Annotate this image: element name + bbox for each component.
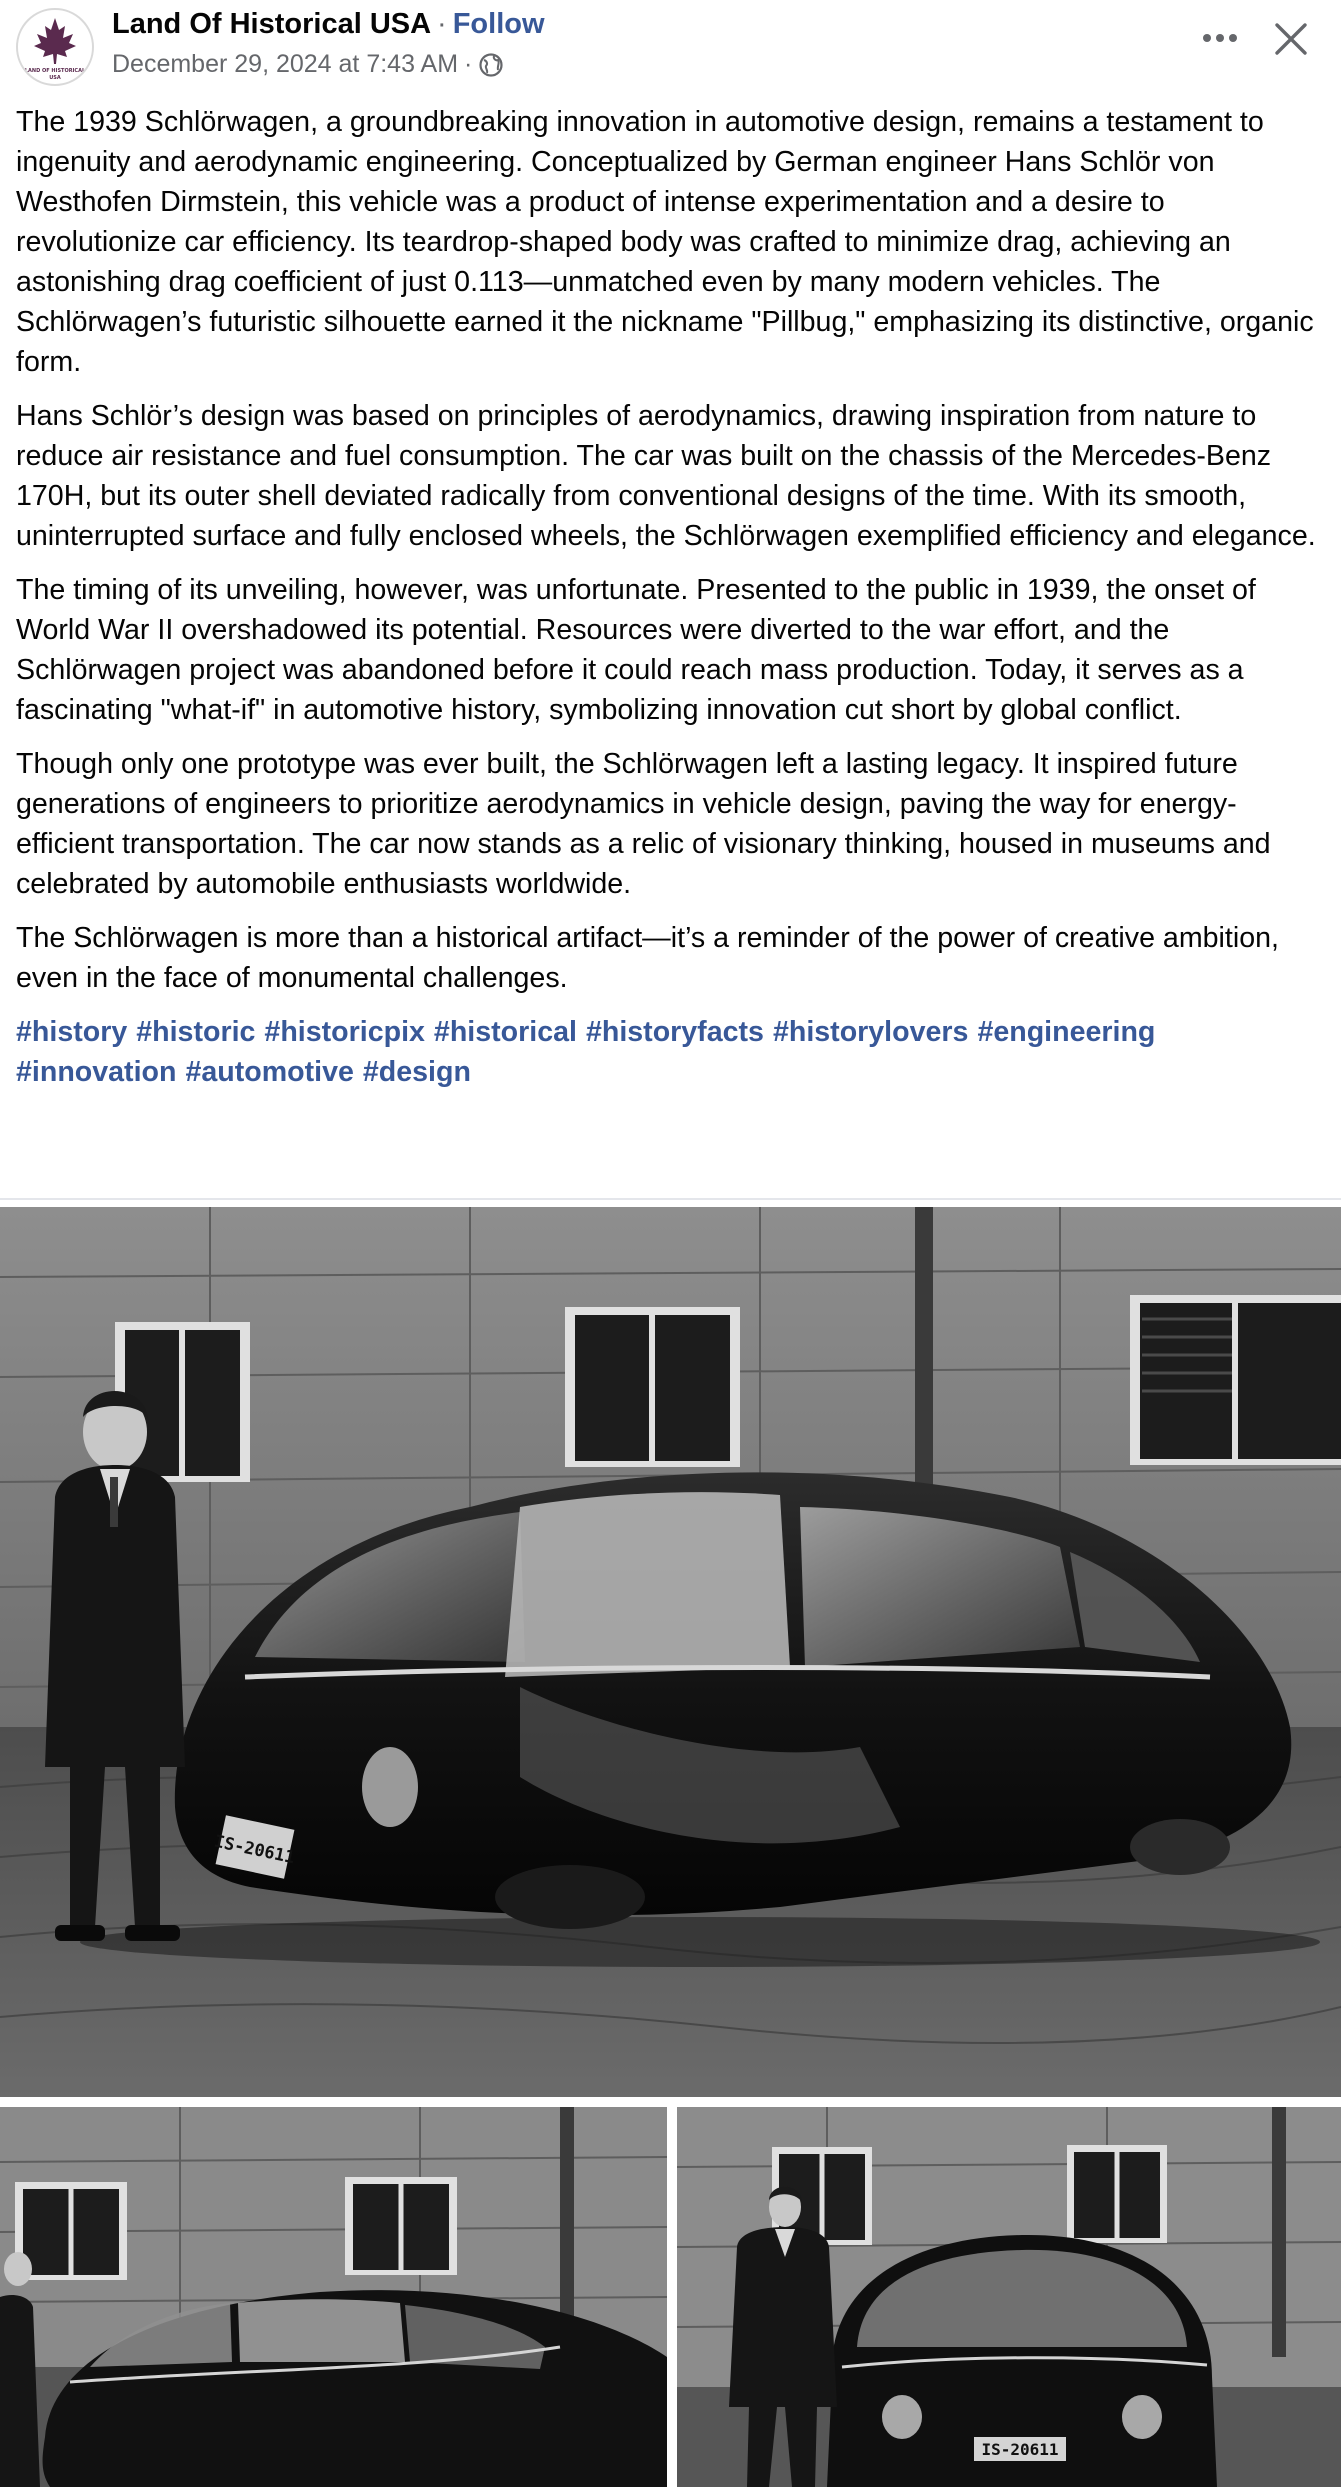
follow-button[interactable]: Follow bbox=[452, 8, 545, 40]
date-separator: · bbox=[464, 50, 473, 78]
globe-icon[interactable] bbox=[478, 52, 504, 78]
license-plate-right: IS-20611 bbox=[981, 2440, 1059, 2459]
post-photo-secondary-left[interactable] bbox=[0, 2107, 667, 2487]
license-plate-main: IS-20611 bbox=[212, 1831, 297, 1869]
hashtag-link[interactable]: #automotive bbox=[185, 1056, 354, 1088]
hashtag-link[interactable]: #innovation bbox=[16, 1056, 177, 1088]
content-divider bbox=[0, 1198, 1341, 1200]
maple-leaf-logo-icon bbox=[18, 10, 92, 84]
post-body bbox=[16, 102, 1331, 1092]
hashtag-list bbox=[16, 1012, 1331, 1092]
post-header bbox=[0, 0, 1341, 100]
page-name-row bbox=[112, 8, 545, 41]
hashtag-link[interactable]: #engineering bbox=[977, 1016, 1156, 1048]
post-timestamp[interactable]: December 29, 2024 at 7:43 AM bbox=[112, 50, 459, 78]
post-paragraph: The timing of its unveiling, however, was unfortunate. Presented to the public in 1939, the onset of World War II overshadowed its potential. Resources were diverted to the war effort, and the Schlörwagen project was abandoned before it could reach mass production. Today, it serves as a fascinating "what-if" in automotive history, symbolizing innovation cut short by global conflict. bbox=[16, 574, 1256, 726]
hashtag-link[interactable]: #design bbox=[362, 1056, 471, 1088]
hashtag-link[interactable]: #history bbox=[16, 1016, 128, 1048]
logo-text-line1: LAND OF HISTORICAL bbox=[24, 68, 86, 74]
page-avatar[interactable] bbox=[16, 8, 94, 86]
post-paragraph: Hans Schlör’s design was based on principles of aerodynamics, drawing inspiration from nature to reduce air resistance and fuel consumption. The car was built on the chassis of the Mercedes-Benz 170H, but its outer shell deviated radically from conventional designs of the time. With its smooth, uninterrupted surface and fully enclosed wheels, the Schlörwagen exemplified efficiency and elegance. bbox=[16, 400, 1316, 552]
more-options-icon bbox=[1202, 33, 1238, 43]
hashtag-link[interactable]: #historical bbox=[433, 1016, 577, 1048]
post-meta bbox=[112, 50, 504, 79]
post-photo-main[interactable] bbox=[0, 1207, 1341, 2097]
window-right bbox=[1130, 1295, 1341, 1465]
more-options-button[interactable] bbox=[1198, 16, 1242, 60]
post-paragraph: The 1939 Schlörwagen, a groundbreaking innovation in automotive design, remains a testament to ingenuity and aerodynamic engineering. Conceptualized by German engineer Hans Schlör von Westhofen Dirmstein, this vehicle was a product of intense experimentation and a desire to revolutionize car efficiency. Its teardrop-shaped body was crafted to minimize drag, achieving an astonishing drag coefficient of just 0.113—unmatched even by many modern vehicles. The Schlörwagen’s futuristic silhouette earned it the nickname "Pillbug," emphasizing its distinctive, organic form. bbox=[16, 106, 1314, 378]
hashtag-link[interactable]: #historicpix bbox=[264, 1016, 425, 1048]
hashtag-link[interactable]: #historic bbox=[136, 1016, 256, 1048]
close-button[interactable] bbox=[1268, 16, 1314, 62]
page-name-link[interactable]: Land Of Historical USA bbox=[112, 8, 432, 40]
logo-text-line2: USA bbox=[49, 75, 61, 81]
name-separator: · bbox=[437, 8, 447, 40]
window-center bbox=[565, 1307, 740, 1467]
post-paragraph: Though only one prototype was ever built, the Schlörwagen left a lasting legacy. It inspired future generations of engineers to prioritize aerodynamics in vehicle design, paving the way for energy-efficient transportation. The car now stands as a relic of visionary thinking, housed in museums and celebrated by automobile enthusiasts worldwide. bbox=[16, 748, 1271, 900]
close-icon bbox=[1274, 22, 1308, 56]
hashtag-link[interactable]: #historylovers bbox=[772, 1016, 969, 1048]
post-photo-secondary-right[interactable] bbox=[677, 2107, 1341, 2487]
post-paragraph: The Schlörwagen is more than a historical artifact—it’s a reminder of the power of creative ambition, even in the face of monumental challenges. bbox=[16, 922, 1279, 994]
hashtag-link[interactable]: #historyfacts bbox=[585, 1016, 764, 1048]
